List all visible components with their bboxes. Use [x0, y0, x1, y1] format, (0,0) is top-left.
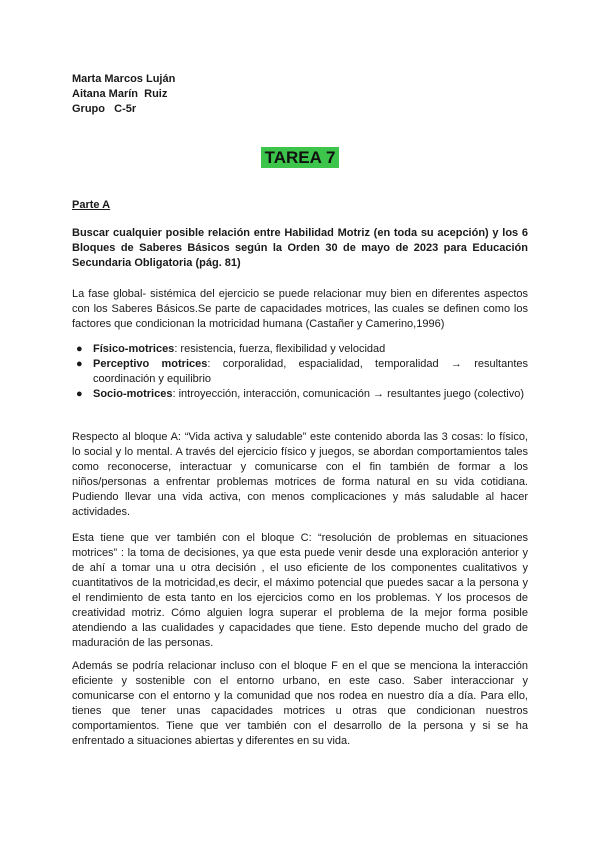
capacities-list: [72, 342, 528, 402]
bullet-icon: ●: [76, 343, 83, 355]
bullet-icon: ●: [76, 388, 83, 400]
block-f-paragraph: Además se podría relacionar incluso con el bloque F en el que se menciona la interacción eficiente y sostenible con el entorno urbano, en este caso. Saber interaccionar y comunicarse con el entorno y la comunidad que nos rodea en nuestro día a día. Para ello, tienes que tener unas capacidades motrices u otras que condicionan nuestros comportamientos. Tiene que ver también con el desarrollo de la persona y si se ha enfrentado a situaciones abiertas y diferentes en su vida.: [72, 660, 528, 747]
author-block: [72, 72, 175, 117]
intro-paragraph: La fase global- sistémica del ejercicio se puede relacionar muy bien en diferentes aspectos con los Saberes Básicos.Se parte de capacidades motrices, las cuales se definen como los factores que condicionan la motricidad humana (Castañer y Camerino,1996): [72, 288, 528, 330]
list-item: [72, 342, 528, 357]
bullet-icon: ●: [76, 358, 83, 370]
part-heading: Parte A: [72, 199, 111, 211]
list-item-term: Socio-motrices: [93, 388, 173, 400]
author-name-1: Marta Marcos Luján: [72, 73, 176, 85]
title-row: [0, 147, 600, 168]
list-item-term: Perceptivo motrices: [93, 358, 208, 370]
group-label: Grupo C-5r: [72, 103, 137, 115]
list-item-term: Físico-motrices: [93, 343, 175, 355]
block-c-paragraph: Esta tiene que ver también con el bloque C: “resolución de problemas en situaciones motrices” : la toma de decisiones, ya que esta puede venir desde una exploración anterior y de ahí a tomar una u otra decisión , el uso eficiente de los componentes cualitativos y cuantitativos de la motricidad,es decir, el máximo potencial que puedes sacar a la persona y el rendimiento de esta tanto en los ejercicios como en los problemas. Y los procesos de creatividad motriz. Cómo alguien logra superar el problema de la mejor forma posible atendiendo a las cualidades y capacidades que tiene. Esto depende mucho del grado de maduración de las personas.: [72, 532, 528, 649]
list-item: [72, 387, 528, 402]
document-title: TAREA 7: [261, 147, 340, 168]
list-item: [72, 357, 528, 387]
list-item-text: : introyección, interacción, comunicación → resultantes juego (colectivo): [172, 388, 525, 400]
block-a-paragraph: Respecto al bloque A: “Vida activa y saludable” este contenido aborda las 3 cosas: lo físico, lo social y lo mental. A través del ejercicio físico y juegos, se abordan comportamientos tales como reconocerse, interactuar y comunicarse con el fin también de formar a los niños/personas a enfrentar problemas motrices de forma natural en su vida cotidiana. Pudiendo llevar una vida activa, con menos complicaciones y más saludable al hacer actividades.: [72, 431, 528, 518]
list-item-text: : resistencia, fuerza, flexibilidad y velocidad: [174, 343, 386, 355]
list-item-text: : corporalidad, espacialidad, temporalidad → resultantes coordinación y equilibrio: [93, 358, 528, 385]
author-name-2: Aitana Marín Ruiz: [72, 88, 168, 100]
task-question: Buscar cualquier posible relación entre Habilidad Motriz (en toda su acepción) y los 6 Bloques de Saberes Básicos según la Orden 30 de mayo de 2023 para Educación Secundaria Obligatoria (pág. 81): [72, 227, 528, 269]
